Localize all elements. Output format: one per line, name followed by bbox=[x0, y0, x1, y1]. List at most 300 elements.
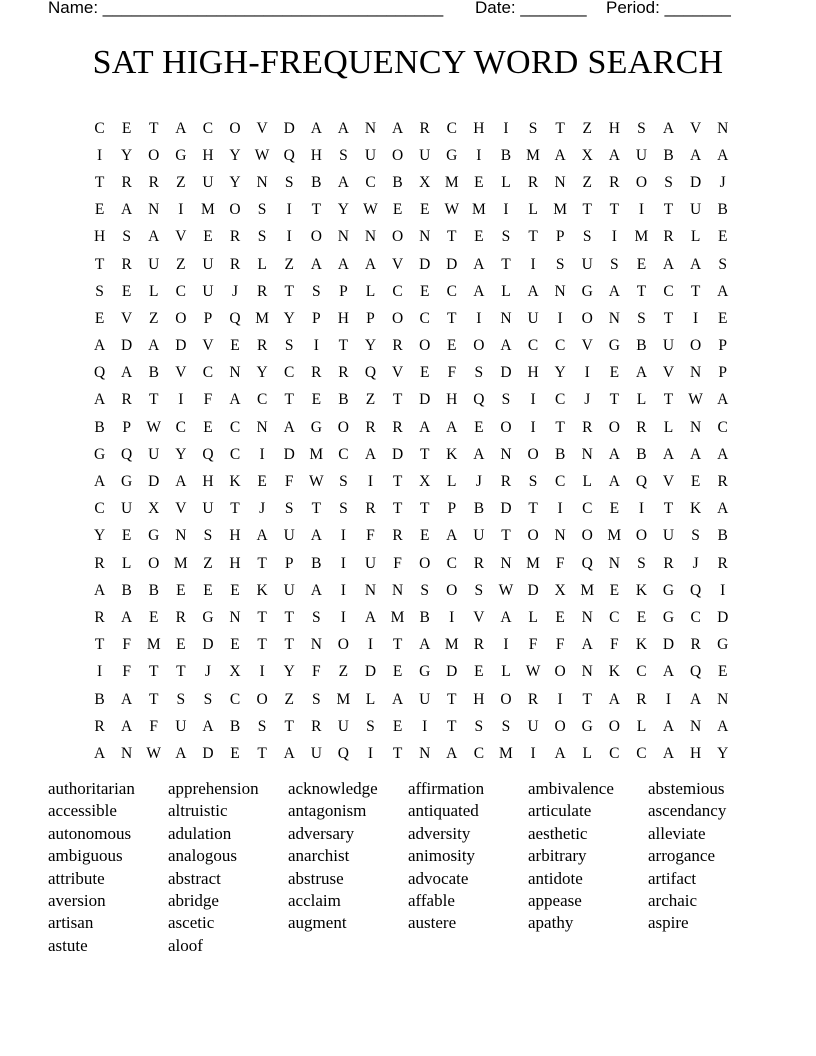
grid-letter[interactable]: A bbox=[662, 119, 675, 137]
grid-letter[interactable]: L bbox=[149, 282, 159, 300]
grid-letter[interactable]: T bbox=[690, 282, 701, 300]
grid-letter[interactable]: A bbox=[446, 744, 458, 762]
grid-letter[interactable]: U bbox=[202, 173, 214, 191]
grid-letter[interactable]: P bbox=[718, 364, 728, 382]
grid-letter[interactable]: B bbox=[663, 146, 674, 164]
grid-letter[interactable]: J bbox=[475, 473, 482, 491]
grid-letter[interactable]: D bbox=[419, 255, 431, 273]
grid-letter[interactable]: U bbox=[419, 146, 431, 164]
grid-letter[interactable]: E bbox=[690, 473, 701, 491]
grid-letter[interactable]: C bbox=[392, 282, 403, 300]
grid-letter[interactable]: E bbox=[257, 473, 267, 491]
grid-letter[interactable]: E bbox=[717, 663, 728, 681]
grid-letter[interactable]: S bbox=[311, 608, 321, 626]
grid-letter[interactable]: E bbox=[149, 608, 159, 626]
grid-letter[interactable]: A bbox=[121, 690, 133, 708]
grid-letter[interactable]: U bbox=[310, 744, 322, 762]
grid-letter[interactable]: S bbox=[257, 228, 267, 246]
grid-letter[interactable]: D bbox=[121, 337, 133, 355]
grid-letter[interactable]: T bbox=[284, 717, 294, 735]
grid-letter[interactable]: T bbox=[338, 337, 349, 355]
grid-letter[interactable]: U bbox=[419, 690, 431, 708]
grid-letter[interactable]: S bbox=[284, 173, 294, 191]
grid-letter[interactable]: A bbox=[473, 282, 485, 300]
grid-letter[interactable]: D bbox=[175, 337, 187, 355]
grid-letter[interactable]: G bbox=[446, 146, 458, 164]
grid-letter[interactable]: G bbox=[581, 717, 593, 735]
grid-letter[interactable]: G bbox=[175, 146, 187, 164]
grid-letter[interactable]: H bbox=[473, 690, 485, 708]
grid-letter[interactable]: I bbox=[584, 364, 590, 382]
grid-letter[interactable]: G bbox=[93, 445, 106, 463]
grid-letter[interactable]: T bbox=[663, 391, 674, 409]
grid-letter[interactable]: N bbox=[229, 608, 241, 626]
grid-letter[interactable]: G bbox=[717, 636, 729, 654]
grid-letter[interactable]: L bbox=[663, 418, 674, 436]
grid-letter[interactable]: S bbox=[501, 717, 511, 735]
grid-letter[interactable]: I bbox=[422, 717, 428, 735]
grid-letter[interactable]: C bbox=[636, 744, 647, 762]
grid-letter[interactable]: H bbox=[446, 391, 458, 409]
grid-letter[interactable]: F bbox=[366, 527, 375, 545]
grid-letter[interactable]: A bbox=[662, 445, 675, 463]
grid-letter[interactable]: V bbox=[256, 119, 268, 137]
grid-letter[interactable]: L bbox=[636, 717, 647, 735]
grid-letter[interactable]: A bbox=[229, 391, 241, 409]
grid-letter[interactable]: V bbox=[175, 228, 187, 246]
grid-letter[interactable]: T bbox=[392, 473, 403, 491]
grid-letter[interactable]: O bbox=[608, 717, 620, 735]
grid-letter[interactable]: O bbox=[473, 337, 485, 355]
grid-letter[interactable]: H bbox=[337, 309, 349, 327]
grid-letter[interactable]: T bbox=[501, 527, 511, 545]
grid-letter[interactable]: T bbox=[176, 663, 186, 681]
grid-letter[interactable]: R bbox=[609, 173, 620, 191]
grid-letter[interactable]: S bbox=[555, 255, 565, 273]
grid-letter[interactable]: C bbox=[202, 364, 214, 382]
grid-letter[interactable]: I bbox=[178, 201, 184, 219]
grid-letter[interactable]: E bbox=[609, 581, 620, 599]
grid-letter[interactable]: Q bbox=[473, 391, 485, 409]
grid-letter[interactable]: D bbox=[202, 636, 214, 654]
grid-letter[interactable]: Y bbox=[229, 173, 241, 191]
grid-letter[interactable]: T bbox=[94, 636, 105, 654]
grid-letter[interactable]: A bbox=[608, 146, 620, 164]
grid-letter[interactable]: R bbox=[229, 255, 241, 273]
grid-letter[interactable]: N bbox=[256, 418, 268, 436]
grid-letter[interactable]: L bbox=[636, 391, 647, 409]
grid-letter[interactable]: T bbox=[149, 690, 159, 708]
grid-letter[interactable]: M bbox=[309, 445, 324, 463]
grid-letter[interactable]: R bbox=[392, 418, 403, 436]
grid-letter[interactable]: S bbox=[610, 255, 619, 273]
grid-letter[interactable]: L bbox=[365, 282, 376, 300]
grid-letter[interactable]: G bbox=[662, 608, 675, 626]
grid-letter[interactable]: C bbox=[202, 119, 214, 137]
grid-letter[interactable]: U bbox=[148, 255, 160, 273]
grid-letter[interactable]: I bbox=[340, 608, 346, 626]
grid-letter[interactable]: T bbox=[419, 445, 430, 463]
grid-letter[interactable]: N bbox=[256, 173, 268, 191]
grid-letter[interactable]: O bbox=[500, 418, 512, 436]
grid-letter[interactable]: S bbox=[718, 255, 728, 273]
grid-letter[interactable]: T bbox=[663, 201, 674, 219]
grid-letter[interactable]: T bbox=[257, 636, 267, 654]
grid-letter[interactable]: F bbox=[122, 663, 131, 681]
grid-letter[interactable]: S bbox=[474, 581, 484, 599]
grid-letter[interactable]: V bbox=[391, 255, 404, 273]
grid-letter[interactable]: Q bbox=[202, 445, 214, 463]
grid-letter[interactable]: I bbox=[367, 473, 374, 491]
grid-letter[interactable]: A bbox=[121, 364, 133, 382]
grid-letter[interactable]: A bbox=[554, 146, 566, 164]
grid-letter[interactable]: S bbox=[176, 690, 186, 708]
grid-letter[interactable]: S bbox=[420, 581, 429, 599]
grid-letter[interactable]: R bbox=[419, 119, 430, 137]
grid-letter[interactable]: N bbox=[364, 119, 377, 137]
grid-letter[interactable]: Z bbox=[176, 255, 186, 273]
grid-letter[interactable]: P bbox=[339, 282, 348, 300]
grid-letter[interactable]: V bbox=[175, 500, 187, 518]
grid-letter[interactable]: A bbox=[121, 201, 133, 219]
grid-letter[interactable]: C bbox=[609, 744, 620, 762]
grid-letter[interactable]: A bbox=[717, 282, 729, 300]
grid-letter[interactable]: I bbox=[259, 663, 265, 681]
grid-letter[interactable]: I bbox=[259, 445, 265, 463]
grid-letter[interactable]: H bbox=[202, 146, 214, 164]
grid-letter[interactable]: E bbox=[392, 663, 403, 681]
grid-letter[interactable]: N bbox=[419, 744, 431, 762]
grid-letter[interactable]: B bbox=[148, 364, 159, 382]
grid-letter[interactable]: R bbox=[94, 608, 105, 626]
grid-letter[interactable]: C bbox=[554, 391, 566, 409]
grid-letter[interactable]: P bbox=[366, 309, 375, 327]
grid-letter[interactable]: A bbox=[608, 445, 620, 463]
grid-letter[interactable]: O bbox=[229, 201, 241, 219]
grid-letter[interactable]: J bbox=[259, 500, 266, 518]
grid-letter[interactable]: X bbox=[148, 500, 160, 518]
grid-letter[interactable]: L bbox=[447, 473, 457, 491]
grid-letter[interactable]: C bbox=[446, 119, 457, 137]
grid-letter[interactable]: T bbox=[284, 282, 294, 300]
grid-letter[interactable]: I bbox=[449, 608, 455, 626]
grid-letter[interactable]: A bbox=[391, 690, 404, 708]
grid-letter[interactable]: G bbox=[121, 473, 133, 491]
grid-letter[interactable]: P bbox=[203, 309, 213, 327]
grid-letter[interactable]: R bbox=[527, 173, 539, 191]
grid-letter[interactable]: C bbox=[582, 500, 593, 518]
grid-letter[interactable]: U bbox=[364, 554, 377, 572]
grid-letter[interactable]: T bbox=[582, 690, 592, 708]
grid-letter[interactable]: D bbox=[446, 663, 458, 681]
grid-letter[interactable]: I bbox=[340, 581, 346, 599]
grid-letter[interactable]: C bbox=[256, 391, 268, 409]
grid-letter[interactable]: V bbox=[662, 473, 675, 491]
grid-letter[interactable]: E bbox=[203, 228, 213, 246]
grid-letter[interactable]: V bbox=[473, 608, 485, 626]
grid-letter[interactable]: B bbox=[94, 418, 105, 436]
grid-letter[interactable]: M bbox=[390, 608, 405, 626]
grid-letter[interactable]: T bbox=[609, 201, 620, 219]
grid-letter[interactable]: E bbox=[121, 119, 132, 137]
grid-letter[interactable]: Z bbox=[365, 391, 376, 409]
grid-letter[interactable]: R bbox=[121, 255, 132, 273]
grid-letter[interactable]: T bbox=[392, 391, 403, 409]
grid-letter[interactable]: C bbox=[446, 282, 457, 300]
grid-letter[interactable]: E bbox=[474, 228, 484, 246]
grid-letter[interactable]: F bbox=[393, 554, 402, 572]
grid-letter[interactable]: N bbox=[337, 228, 349, 246]
grid-letter[interactable]: A bbox=[717, 717, 729, 735]
grid-letter[interactable]: I bbox=[503, 201, 509, 219]
grid-letter[interactable]: A bbox=[690, 445, 702, 463]
grid-letter[interactable]: N bbox=[500, 309, 512, 327]
grid-letter[interactable]: R bbox=[636, 418, 647, 436]
grid-letter[interactable]: I bbox=[530, 418, 536, 436]
grid-letter[interactable]: H bbox=[229, 527, 241, 545]
grid-letter[interactable]: A bbox=[690, 255, 702, 273]
grid-letter[interactable]: N bbox=[419, 228, 431, 246]
grid-letter[interactable]: R bbox=[311, 717, 322, 735]
grid-letter[interactable]: P bbox=[555, 228, 565, 246]
grid-letter[interactable]: J bbox=[719, 173, 726, 191]
grid-letter[interactable]: A bbox=[473, 445, 485, 463]
grid-letter[interactable]: Q bbox=[229, 309, 241, 327]
grid-letter[interactable]: E bbox=[419, 201, 430, 219]
grid-letter[interactable]: E bbox=[447, 337, 457, 355]
grid-letter[interactable]: A bbox=[446, 527, 458, 545]
grid-letter[interactable]: M bbox=[607, 527, 622, 545]
grid-letter[interactable]: U bbox=[527, 309, 539, 327]
grid-letter[interactable]: A bbox=[93, 473, 106, 491]
grid-letter[interactable]: T bbox=[555, 119, 565, 137]
grid-letter[interactable]: R bbox=[690, 636, 701, 654]
grid-letter[interactable]: S bbox=[528, 119, 538, 137]
grid-letter[interactable]: U bbox=[473, 527, 485, 545]
grid-letter[interactable]: O bbox=[391, 228, 404, 246]
grid-letter[interactable]: I bbox=[503, 636, 509, 654]
grid-letter[interactable]: F bbox=[311, 663, 321, 681]
grid-letter[interactable]: O bbox=[337, 636, 349, 654]
grid-letter[interactable]: O bbox=[148, 554, 160, 572]
grid-letter[interactable]: V bbox=[202, 337, 214, 355]
grid-letter[interactable]: D bbox=[500, 500, 512, 518]
grid-letter[interactable]: E bbox=[419, 527, 430, 545]
grid-letter[interactable]: R bbox=[94, 717, 105, 735]
grid-letter[interactable]: F bbox=[447, 364, 457, 382]
grid-letter[interactable]: T bbox=[636, 282, 647, 300]
grid-letter[interactable]: I bbox=[557, 500, 563, 518]
grid-letter[interactable]: E bbox=[94, 309, 105, 327]
grid-letter[interactable]: S bbox=[528, 473, 538, 491]
grid-letter[interactable]: T bbox=[528, 500, 538, 518]
grid-letter[interactable]: E bbox=[230, 636, 240, 654]
grid-letter[interactable]: H bbox=[229, 554, 241, 572]
grid-letter[interactable]: O bbox=[608, 418, 620, 436]
grid-letter[interactable]: C bbox=[229, 445, 241, 463]
grid-letter[interactable]: T bbox=[447, 309, 457, 327]
grid-letter[interactable]: M bbox=[580, 581, 595, 599]
grid-letter[interactable]: K bbox=[690, 500, 702, 518]
grid-letter[interactable]: M bbox=[634, 228, 649, 246]
grid-letter[interactable]: N bbox=[175, 527, 187, 545]
grid-letter[interactable]: T bbox=[419, 500, 430, 518]
grid-letter[interactable]: B bbox=[419, 608, 430, 626]
grid-letter[interactable]: A bbox=[554, 744, 566, 762]
grid-letter[interactable]: A bbox=[364, 255, 377, 273]
grid-letter[interactable]: Z bbox=[284, 255, 294, 273]
grid-letter[interactable]: M bbox=[526, 554, 540, 572]
grid-letter[interactable]: E bbox=[203, 581, 213, 599]
grid-letter[interactable]: T bbox=[663, 500, 674, 518]
grid-letter[interactable]: R bbox=[175, 608, 186, 626]
grid-letter[interactable]: C bbox=[229, 418, 241, 436]
grid-letter[interactable]: H bbox=[202, 473, 214, 491]
grid-letter[interactable]: S bbox=[339, 500, 348, 518]
grid-letter[interactable]: T bbox=[311, 500, 322, 518]
grid-letter[interactable]: U bbox=[690, 201, 702, 219]
grid-letter[interactable]: E bbox=[121, 282, 132, 300]
grid-letter[interactable]: Q bbox=[93, 364, 106, 382]
grid-letter[interactable]: D bbox=[148, 473, 160, 491]
grid-letter[interactable]: I bbox=[96, 146, 103, 164]
grid-letter[interactable]: T bbox=[392, 744, 403, 762]
grid-letter[interactable]: O bbox=[690, 337, 702, 355]
grid-letter[interactable]: L bbox=[501, 663, 511, 681]
grid-letter[interactable]: M bbox=[146, 636, 161, 654]
grid-letter[interactable]: A bbox=[527, 282, 539, 300]
grid-letter[interactable]: E bbox=[474, 173, 484, 191]
grid-letter[interactable]: T bbox=[528, 228, 538, 246]
grid-letter[interactable]: R bbox=[121, 173, 132, 191]
period-field[interactable]: Period: _______ bbox=[606, 0, 731, 17]
grid-letter[interactable]: N bbox=[121, 744, 133, 762]
grid-letter[interactable]: T bbox=[284, 391, 294, 409]
grid-letter[interactable]: T bbox=[94, 173, 105, 191]
grid-letter[interactable]: G bbox=[608, 337, 620, 355]
grid-letter[interactable]: U bbox=[175, 717, 187, 735]
grid-letter[interactable]: D bbox=[446, 255, 458, 273]
grid-letter[interactable]: C bbox=[473, 744, 485, 762]
grid-letter[interactable]: A bbox=[148, 337, 160, 355]
grid-letter[interactable]: T bbox=[257, 554, 267, 572]
grid-letter[interactable]: E bbox=[419, 364, 430, 382]
grid-letter[interactable]: U bbox=[121, 500, 133, 518]
grid-letter[interactable]: J bbox=[584, 391, 591, 409]
grid-letter[interactable]: F bbox=[149, 717, 159, 735]
grid-letter[interactable]: O bbox=[148, 146, 160, 164]
grid-letter[interactable]: N bbox=[500, 554, 512, 572]
grid-letter[interactable]: R bbox=[148, 173, 159, 191]
grid-letter[interactable]: N bbox=[391, 581, 404, 599]
grid-letter[interactable]: K bbox=[446, 445, 458, 463]
grid-letter[interactable]: E bbox=[230, 744, 240, 762]
grid-letter[interactable]: O bbox=[635, 527, 648, 545]
grid-letter[interactable]: U bbox=[283, 581, 295, 599]
grid-letter[interactable]: I bbox=[476, 146, 482, 164]
grid-letter[interactable]: F bbox=[528, 636, 538, 654]
grid-letter[interactable]: U bbox=[662, 527, 675, 545]
grid-letter[interactable]: M bbox=[526, 146, 540, 164]
grid-letter[interactable]: A bbox=[717, 391, 729, 409]
grid-letter[interactable]: A bbox=[662, 717, 675, 735]
grid-letter[interactable]: E bbox=[636, 255, 647, 273]
grid-letter[interactable]: W bbox=[254, 146, 270, 164]
grid-letter[interactable]: U bbox=[148, 445, 160, 463]
grid-letter[interactable]: A bbox=[391, 119, 404, 137]
grid-letter[interactable]: Y bbox=[554, 364, 566, 382]
grid-letter[interactable]: S bbox=[257, 201, 267, 219]
grid-letter[interactable]: S bbox=[203, 527, 213, 545]
grid-letter[interactable]: N bbox=[364, 581, 377, 599]
grid-letter[interactable]: B bbox=[500, 146, 512, 164]
grid-letter[interactable]: C bbox=[554, 337, 566, 355]
grid-letter[interactable]: H bbox=[608, 119, 620, 137]
grid-letter[interactable]: F bbox=[284, 473, 294, 491]
grid-letter[interactable]: S bbox=[284, 337, 294, 355]
grid-letter[interactable]: S bbox=[284, 500, 294, 518]
grid-letter[interactable]: E bbox=[609, 364, 620, 382]
grid-letter[interactable]: E bbox=[121, 527, 132, 545]
grid-letter[interactable]: D bbox=[283, 119, 295, 137]
grid-letter[interactable]: K bbox=[229, 473, 241, 491]
grid-letter[interactable]: Y bbox=[256, 364, 268, 382]
grid-letter[interactable]: I bbox=[557, 690, 563, 708]
grid-letter[interactable]: D bbox=[283, 445, 295, 463]
grid-letter[interactable]: M bbox=[553, 201, 568, 219]
grid-letter[interactable]: U bbox=[337, 717, 349, 735]
grid-letter[interactable]: Q bbox=[690, 663, 702, 681]
grid-letter[interactable]: A bbox=[500, 608, 512, 626]
grid-letter[interactable]: J bbox=[204, 663, 211, 681]
grid-letter[interactable]: T bbox=[501, 255, 511, 273]
grid-letter[interactable]: J bbox=[692, 554, 699, 572]
grid-letter[interactable]: L bbox=[501, 173, 511, 191]
grid-letter[interactable]: T bbox=[230, 500, 240, 518]
grid-letter[interactable]: I bbox=[720, 581, 726, 599]
grid-letter[interactable]: R bbox=[582, 418, 593, 436]
grid-letter[interactable]: F bbox=[203, 391, 213, 409]
grid-letter[interactable]: W bbox=[363, 201, 378, 219]
grid-letter[interactable]: A bbox=[717, 445, 729, 463]
grid-letter[interactable]: N bbox=[581, 663, 593, 681]
grid-letter[interactable]: M bbox=[444, 636, 459, 654]
grid-letter[interactable]: D bbox=[419, 391, 431, 409]
grid-letter[interactable]: A bbox=[93, 391, 106, 409]
grid-letter[interactable]: I bbox=[693, 309, 699, 327]
grid-letter[interactable]: T bbox=[392, 500, 403, 518]
grid-letter[interactable]: S bbox=[339, 473, 348, 491]
grid-letter[interactable]: R bbox=[311, 364, 322, 382]
grid-letter[interactable]: B bbox=[717, 201, 728, 219]
grid-letter[interactable]: L bbox=[257, 255, 267, 273]
grid-letter[interactable]: Y bbox=[337, 201, 349, 219]
grid-letter[interactable]: S bbox=[122, 228, 131, 246]
grid-letter[interactable]: C bbox=[94, 119, 105, 137]
grid-letter[interactable]: T bbox=[284, 608, 294, 626]
grid-letter[interactable]: L bbox=[528, 608, 538, 626]
grid-letter[interactable]: A bbox=[364, 608, 377, 626]
grid-letter[interactable]: I bbox=[178, 391, 184, 409]
grid-letter[interactable]: C bbox=[554, 473, 566, 491]
grid-letter[interactable]: F bbox=[122, 636, 131, 654]
grid-letter[interactable]: A bbox=[364, 445, 377, 463]
grid-letter[interactable]: S bbox=[691, 527, 700, 545]
grid-letter[interactable]: S bbox=[501, 228, 511, 246]
grid-letter[interactable]: M bbox=[444, 173, 459, 191]
grid-letter[interactable]: G bbox=[581, 282, 593, 300]
grid-letter[interactable]: P bbox=[284, 554, 294, 572]
